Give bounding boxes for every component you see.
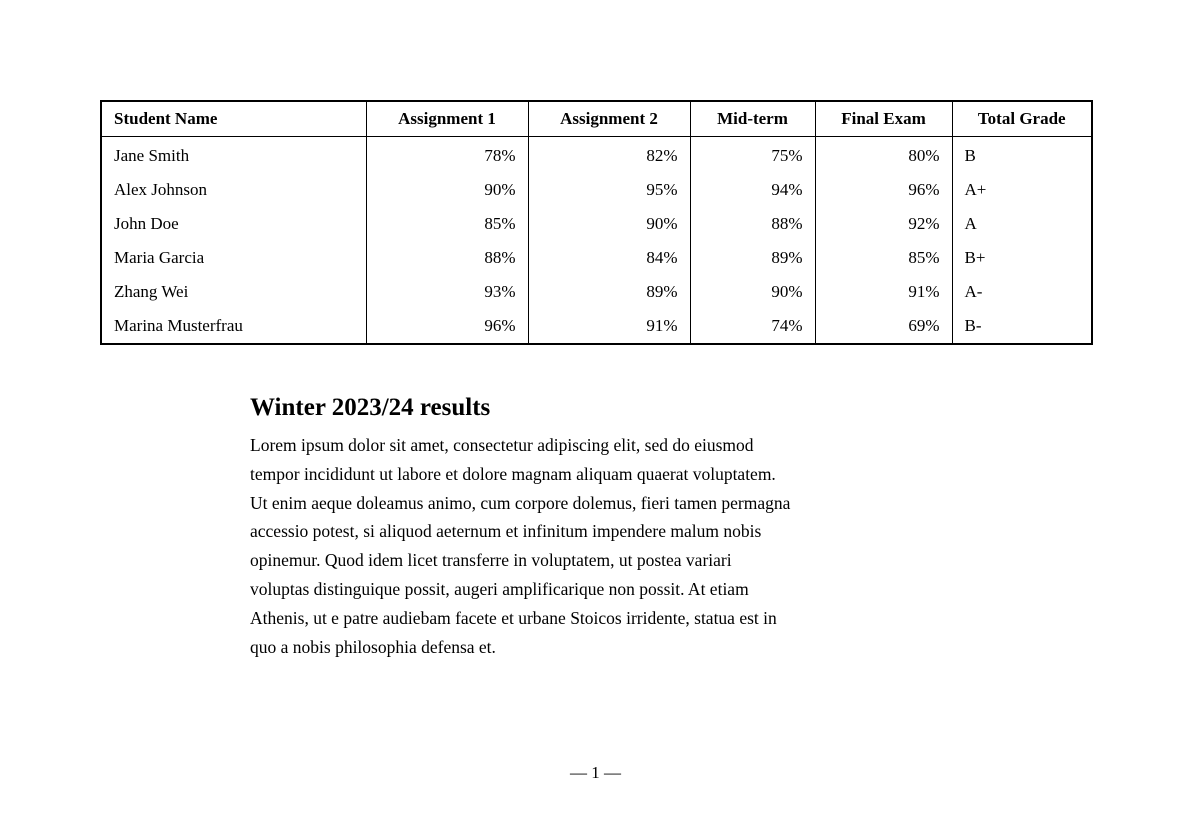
midterm-cell: 89%	[690, 241, 815, 275]
midterm-cell: 88%	[690, 207, 815, 241]
column-header-total-grade: Total Grade	[952, 101, 1092, 137]
assignment1-cell: 90%	[366, 173, 528, 207]
page-number: — 1 —	[570, 763, 621, 782]
student-name-cell: Marina Musterfrau	[101, 309, 366, 344]
assignment2-cell: 89%	[528, 275, 690, 309]
assignment1-cell: 78%	[366, 137, 528, 174]
final-exam-cell: 92%	[815, 207, 952, 241]
column-header-assignment-2: Assignment 2	[528, 101, 690, 137]
total-grade-cell: B-	[952, 309, 1092, 344]
student-name-cell: John Doe	[101, 207, 366, 241]
total-grade-cell: B+	[952, 241, 1092, 275]
table-row	[101, 173, 1092, 207]
column-header-student-name: Student Name	[101, 101, 366, 137]
student-name-cell: Alex Johnson	[101, 173, 366, 207]
student-name-cell: Jane Smith	[101, 137, 366, 174]
paragraph-line: quo a nobis philosophia defensa et.	[250, 636, 496, 657]
assignment1-cell: 93%	[366, 275, 528, 309]
paragraph-line: Ut enim aeque doleamus animo, cum corpore dolemus, fieri tamen permagna	[250, 492, 791, 513]
paragraph-line: tempor incididunt ut labore et dolore magnam aliquam quaerat voluptatem.	[250, 463, 776, 484]
paragraph-line: Athenis, ut e patre audiebam facete et urbane Stoicos irridente, statua est in	[250, 607, 777, 628]
assignment1-cell: 85%	[366, 207, 528, 241]
final-exam-cell: 96%	[815, 173, 952, 207]
student-name-cell: Maria Garcia	[101, 241, 366, 275]
final-exam-cell: 85%	[815, 241, 952, 275]
paragraph-line: Lorem ipsum dolor sit amet, consectetur adipiscing elit, sed do eiusmod	[250, 435, 754, 455]
header-row	[101, 101, 1092, 137]
total-grade-cell: B	[952, 137, 1092, 174]
assignment2-cell: 84%	[528, 241, 690, 275]
assignment2-cell: 91%	[528, 309, 690, 344]
paragraph-line: opinemur. Quod idem licet transferre in voluptatem, ut postea variari	[250, 550, 732, 571]
assignment2-cell: 95%	[528, 173, 690, 207]
midterm-cell: 90%	[690, 275, 815, 309]
column-header-mid-term: Mid-term	[690, 101, 815, 137]
column-header-final-exam: Final Exam	[815, 101, 952, 137]
student-name-cell: Zhang Wei	[101, 275, 366, 309]
final-exam-cell: 91%	[815, 275, 952, 309]
assignment2-cell: 90%	[528, 207, 690, 241]
table-row	[101, 137, 1092, 174]
final-exam-cell: 69%	[815, 309, 952, 344]
section-paragraph	[250, 431, 950, 661]
table-row	[101, 309, 1092, 344]
paragraph-line: accessio potest, si aliquod aeternum et infinitum impendere malum nobis	[250, 521, 762, 542]
midterm-cell: 74%	[690, 309, 815, 344]
total-grade-cell: A+	[952, 173, 1092, 207]
column-header-assignment-1: Assignment 1	[366, 101, 528, 137]
grades-table	[100, 100, 1093, 345]
results-section	[250, 393, 950, 661]
table-row	[101, 275, 1092, 309]
table-row	[101, 241, 1092, 275]
midterm-cell: 75%	[690, 137, 815, 174]
paragraph-line: voluptas distinguique possit, augeri amplificarique non possit. At etiam	[250, 578, 749, 599]
midterm-cell: 94%	[690, 173, 815, 207]
grades-table-body	[101, 137, 1092, 345]
assignment1-cell: 96%	[366, 309, 528, 344]
section-heading: Winter 2023/24 results	[250, 394, 491, 421]
final-exam-cell: 80%	[815, 137, 952, 174]
table-row	[101, 207, 1092, 241]
assignment1-cell: 88%	[366, 241, 528, 275]
grades-table-header	[101, 101, 1092, 137]
total-grade-cell: A	[952, 207, 1092, 241]
assignment2-cell: 82%	[528, 137, 690, 174]
total-grade-cell: A-	[952, 275, 1092, 309]
